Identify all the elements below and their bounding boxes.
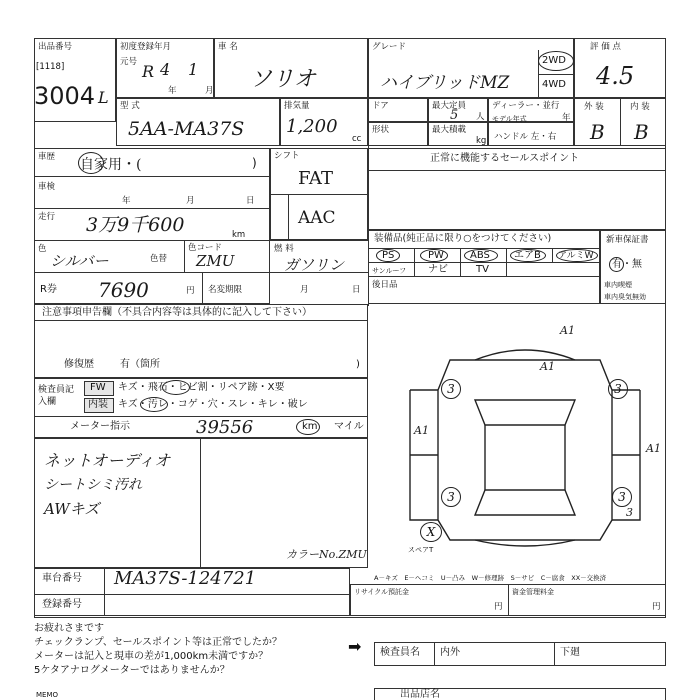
mark-left-front: A1 <box>414 424 429 437</box>
car-body-outline <box>438 360 612 540</box>
car-rear-window <box>475 490 575 515</box>
int-grade: B <box>634 120 649 144</box>
note-line-1: ネットオーディオ <box>44 451 171 470</box>
shaken-month: 月 <box>186 196 195 206</box>
equip-pw-circle <box>420 249 448 262</box>
equip-ps-circle <box>376 249 400 262</box>
recall-label: 車内喫煙 <box>604 281 632 289</box>
shaken-day: 日 <box>246 196 255 206</box>
spare-tire: X <box>420 522 442 542</box>
footer-line-4: 5ケタアナログメーターではありませんか？ <box>34 665 230 676</box>
interior-head-label: 内装 <box>88 399 108 410</box>
shift-value: FAT <box>298 168 333 189</box>
options-label: 後日品 <box>372 280 398 290</box>
mark-roof: A1 <box>560 324 575 337</box>
score-value: 4.5 <box>596 62 635 90</box>
cc-unit: cc <box>352 134 362 144</box>
inspector-name-label: 検査員名 <box>380 647 420 658</box>
person-unit: 人 <box>476 112 485 122</box>
shop-name-label: 出品店名 <box>400 689 440 700</box>
equip-v-3 <box>506 248 507 276</box>
note-line-2: シートシミ汚れ <box>44 477 142 493</box>
stain-circle <box>140 397 168 412</box>
color-change-label: 色替 <box>150 254 168 264</box>
fuel-value: ガソリン <box>284 256 345 274</box>
car-name: ソリオ <box>250 67 316 92</box>
shaken-year: 年 <box>122 196 131 206</box>
era-value: R <box>142 62 155 81</box>
repair-label: 修復歴 <box>64 359 94 370</box>
model-year-label: モデル年式 <box>492 115 527 123</box>
mark-right-front: A1 <box>646 442 661 455</box>
era-label: 元号 <box>120 57 138 67</box>
wheel-rear-left: 3 <box>441 487 461 507</box>
doors-label: ドア <box>372 101 389 111</box>
usage-h1 <box>34 176 270 177</box>
drive-4wd: 4WD <box>542 79 566 90</box>
car-rear-bumper <box>475 540 575 546</box>
wheel-front-left: 3 <box>441 379 461 399</box>
usage-close: ) <box>252 156 257 170</box>
lot-label: 出品番号 <box>38 42 73 52</box>
equip-v-4 <box>552 248 553 262</box>
car-windshield <box>475 400 575 425</box>
usage-value: 自家用・( <box>80 157 142 173</box>
recycle-label-1: リサイクル預託金 <box>354 588 410 596</box>
reg-month-unit: 月 <box>205 86 214 96</box>
reg-date-label: 初度登録年月 <box>120 42 172 52</box>
spare-label: スペアT <box>408 546 434 554</box>
equip-alloy-circle <box>556 249 598 262</box>
recycle-yen-1: 円 <box>494 602 503 612</box>
tax-value: 7690 <box>98 278 149 302</box>
name-change-divider <box>202 272 203 304</box>
color-code-divider <box>184 240 185 272</box>
equip-pw: PW <box>428 250 444 261</box>
fw-items: キズ・飛石・ヒビ割・リペア跡・X要 <box>118 382 285 393</box>
insp-div-1 <box>434 642 435 666</box>
chassis-col <box>104 568 105 616</box>
footer-line-3: メーターは記入と現車の差が1,000km未満ですか？ <box>34 651 269 662</box>
inspector-label: 検査員記入欄 <box>38 385 75 407</box>
body-label: 形状 <box>372 125 390 135</box>
int-label: 内 装 <box>630 102 650 112</box>
usage-circle <box>78 152 104 174</box>
equip-ps: PS <box>382 250 395 261</box>
reg-month: 1 <box>188 60 199 79</box>
equip-airbag: エアB <box>514 250 541 261</box>
notes-title: 注意事項申告欄（不具合内容等は具体的に記入して下さい） <box>42 307 312 318</box>
repair-value: 有（箇所 <box>120 359 160 370</box>
equip-rule-3 <box>368 276 600 277</box>
ac-value: AAC <box>298 208 336 228</box>
notes-rule <box>34 320 368 321</box>
inner-outer-label: 内外 <box>440 647 460 658</box>
mileage-label: 走行 <box>38 212 56 222</box>
fw-head-label: FW <box>90 382 106 393</box>
color-label: 色 <box>38 244 47 254</box>
handle-label: ハンドル 左・右 <box>494 132 557 142</box>
color-value: シルバー <box>50 252 109 270</box>
tax-label: R券 <box>40 284 57 295</box>
dealer-label: ディーラー・並行 <box>492 101 560 111</box>
capacity-value: 5 <box>450 108 459 123</box>
meter-unit-circle <box>296 419 320 435</box>
memo-label: MEMO <box>36 691 59 699</box>
chassis-label: 車台番号 <box>42 573 82 584</box>
repair-close: ) <box>356 359 360 370</box>
shift-label: シフト <box>274 151 300 161</box>
ext-label: 外 装 <box>584 102 604 112</box>
equip-navi: ナビ <box>428 264 448 275</box>
insp-div-2 <box>554 642 555 666</box>
recall-value: 車内臭気無効 <box>604 293 646 301</box>
lot-sub: [1118] <box>36 62 65 72</box>
model-label: 型 式 <box>120 101 140 111</box>
mileage-value: 3万9千600 <box>86 214 185 236</box>
usage-label: 車歴 <box>38 152 56 162</box>
grade-value: ハイブリッドMZ <box>380 73 510 93</box>
equipment-title: 装備品(純正品に限り○をつけてください) <box>374 233 552 244</box>
displacement-label: 排気量 <box>284 101 310 111</box>
chassis-value: MA37S-124721 <box>114 568 257 589</box>
wheel-front-right: 3 <box>608 379 628 399</box>
equip-alloy: アルミW <box>558 251 594 261</box>
ext-int-divider <box>620 98 621 146</box>
yen-unit: 円 <box>186 286 195 296</box>
usage-h3 <box>34 240 368 241</box>
shift-divider-v <box>288 194 289 240</box>
load-label: 最大積載 <box>432 125 467 135</box>
lot-number: 3004 <box>34 82 96 110</box>
meter-value: 39556 <box>196 417 254 438</box>
manual-label: 新車保証書 <box>606 235 649 245</box>
grade-label: グレード <box>372 42 407 52</box>
color-code-label: 色コード <box>188 243 223 253</box>
meter-unit: km <box>302 421 318 432</box>
interior-items: キズ・汚レ・コゲ・穴・スレ・キレ・破レ <box>118 399 308 410</box>
wheel-rear-right: 3 <box>612 487 632 507</box>
manual-value: 有・無 <box>612 259 642 270</box>
meter-label: メーター指示 <box>70 421 130 432</box>
equip-airbag-circle <box>510 249 546 262</box>
model-value: 5AA-MA37S <box>128 118 245 140</box>
reg-number-label: 登録番号 <box>42 599 82 610</box>
chassis-rule <box>34 594 350 595</box>
name-change-label: 名変期限 <box>208 285 243 295</box>
name-change-month: 月 <box>300 285 309 295</box>
km-unit: km <box>232 230 246 240</box>
car-damage-diagram <box>390 330 660 550</box>
drive-divider-h <box>538 74 574 75</box>
mark-bonnet: A1 <box>540 360 555 373</box>
ext-grade: B <box>590 120 605 144</box>
lot-suffix: L <box>98 88 109 107</box>
hw-col-rule <box>200 438 201 568</box>
color-note: カラーNo.ZMU <box>286 548 367 561</box>
equip-tv: TV <box>476 264 489 275</box>
equip-abs-circle <box>464 249 498 262</box>
manual-circle <box>609 257 624 272</box>
shaken-label: 車検 <box>38 182 56 192</box>
underbody-label: 下廻 <box>560 647 580 658</box>
reg-year-unit: 年 <box>168 86 177 96</box>
name-change-day: 日 <box>352 285 361 295</box>
recycle-yen-2: 円 <box>652 602 661 612</box>
equip-v-1 <box>414 248 415 276</box>
equip-v-2 <box>460 248 461 276</box>
color-code-value: ZMU <box>196 252 235 270</box>
fuel-label: 燃 料 <box>274 244 294 254</box>
mile-label: マイル <box>334 421 364 432</box>
equip-abs: ABS <box>470 250 490 261</box>
equip-sunroof: サンルーフ <box>372 267 407 275</box>
model-year-unit: 年 <box>562 113 571 123</box>
drive-2wd-circle <box>538 51 574 71</box>
recycle-label-2: 資金管理料金 <box>512 588 554 596</box>
kg-unit: kg <box>476 136 487 146</box>
drive-2wd: 2WD <box>542 55 566 66</box>
chip-circle <box>162 380 190 395</box>
car-name-label: 車 名 <box>218 42 238 52</box>
note-line-3: AWキズ <box>44 500 100 518</box>
car-front-bumper <box>475 350 575 360</box>
displacement-value: 1,200 <box>286 116 338 137</box>
score-label: 評 価 点 <box>590 42 621 52</box>
usage-h2 <box>34 208 270 209</box>
equip-rule-2 <box>368 262 600 263</box>
footer-line-1: お疲れさまです <box>34 623 104 634</box>
footer-line-2: チェックランプ、セールスポイント等は正常でしたか？ <box>34 637 282 648</box>
shift-divider-h <box>270 194 368 195</box>
damage-legend: A－キズ E－ヘコミ U－凸み W－修理跡 S－サビ C－腐食 XX－交換済 <box>374 574 607 582</box>
arrow-icon: ➡ <box>348 637 362 656</box>
selling-title-rule <box>368 170 666 171</box>
reg-year: 4 <box>160 60 171 79</box>
selling-points-title: 正常に機能するセールスポイント <box>430 153 580 164</box>
capacity-label: 最大定員 <box>432 101 467 111</box>
recycle-mid <box>508 584 509 616</box>
mark-rear-tire: 3 <box>626 506 633 519</box>
